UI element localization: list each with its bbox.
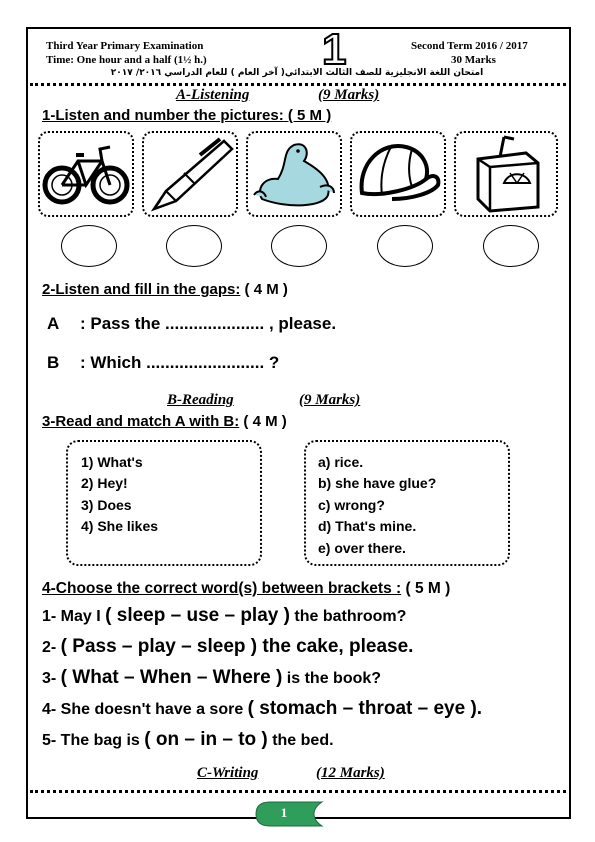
- match-b-item: a) rice.: [318, 454, 364, 470]
- pen-icon: [144, 133, 236, 215]
- match-a-item: 2) Hey!: [81, 475, 128, 491]
- cap-icon: [352, 133, 444, 215]
- page-number: 1: [280, 805, 288, 820]
- picture-box-1: [38, 131, 134, 217]
- answer-circle-3[interactable]: [271, 225, 327, 267]
- choose-item-4: 4- She doesn't have a sore ( stomach – throat – eye ).: [42, 698, 483, 719]
- choose-item-1: 1- May I ( sleep – use – play ) the bathroom?: [42, 605, 407, 626]
- exam-marks: 30 Marks: [451, 54, 496, 66]
- answer-circle-4[interactable]: [377, 225, 433, 267]
- arabic-exam-title: امتحان اللغة الانجليزية للصف الثالث الابتدائي( آخر العام ) للعام الدراسي ٢٠١٦/ ٢٠١٧: [110, 68, 484, 78]
- bicycle-icon: [40, 133, 132, 215]
- choose-item-3: 3- ( What – When – Where ) is the book?: [42, 667, 382, 688]
- match-b-item: c) wrong?: [318, 497, 385, 513]
- section-a-title: A-Listening: [176, 87, 250, 103]
- exam-time: Time: One hour and a half (1½ h.): [46, 54, 207, 66]
- section-b-marks: (9 Marks): [299, 392, 361, 408]
- section-b-title: B-Reading: [167, 392, 234, 408]
- picture-box-3: [246, 131, 342, 217]
- exam-title: Third Year Primary Examination: [46, 40, 204, 52]
- answer-circle-2[interactable]: [166, 225, 222, 267]
- match-b-item: d) That's mine.: [318, 518, 417, 534]
- match-b-item: e) over there.: [318, 540, 406, 556]
- choose-item-5: 5- The bag is ( on – in – to ) the bed.: [42, 729, 334, 750]
- exam-term: Second Term 2016 / 2017: [411, 40, 528, 52]
- match-a-item: 3) Does: [81, 497, 132, 513]
- match-b-item: b) she have glue?: [318, 475, 437, 491]
- header-divider: [30, 83, 566, 86]
- seal-icon: [248, 133, 340, 215]
- picture-box-2: [142, 131, 238, 217]
- section-c-marks: (12 Marks): [316, 765, 385, 781]
- choose-item-2: 2- ( Pass – play – sleep ) the cake, please.: [42, 636, 414, 657]
- match-a-item: 1) What's: [81, 454, 143, 470]
- answer-circle-1[interactable]: [61, 225, 117, 267]
- match-column-a-box: [66, 440, 262, 566]
- fill-line-b: : Which ......................... ?: [80, 353, 280, 372]
- juice-box-icon: [456, 133, 556, 215]
- page-number-badge: 1: [322, 25, 347, 74]
- footer-divider: [30, 790, 566, 793]
- fill-line-a: : Pass the ..................... , please.: [80, 314, 337, 333]
- fill-line-a-label: A: [47, 314, 60, 333]
- section-a-marks: (9 Marks): [318, 87, 380, 103]
- q2-title: 2-Listen and fill in the gaps: ( 4 M ): [42, 281, 288, 298]
- match-a-item: 4) She likes: [81, 518, 159, 534]
- answer-circle-5[interactable]: [483, 225, 539, 267]
- q4-title: 4-Choose the correct word(s) between brackets : ( 5 M ): [42, 580, 451, 597]
- picture-box-4: [350, 131, 446, 217]
- picture-box-5: [454, 131, 558, 217]
- match-column-b-box: [304, 440, 510, 566]
- q1-title: 1-Listen and number the pictures: ( 5 M ): [42, 107, 332, 124]
- q3-title: 3-Read and match A with B: ( 4 M ): [42, 413, 287, 430]
- section-c-title: C-Writing: [197, 765, 259, 781]
- fill-line-b-label: B: [47, 353, 60, 372]
